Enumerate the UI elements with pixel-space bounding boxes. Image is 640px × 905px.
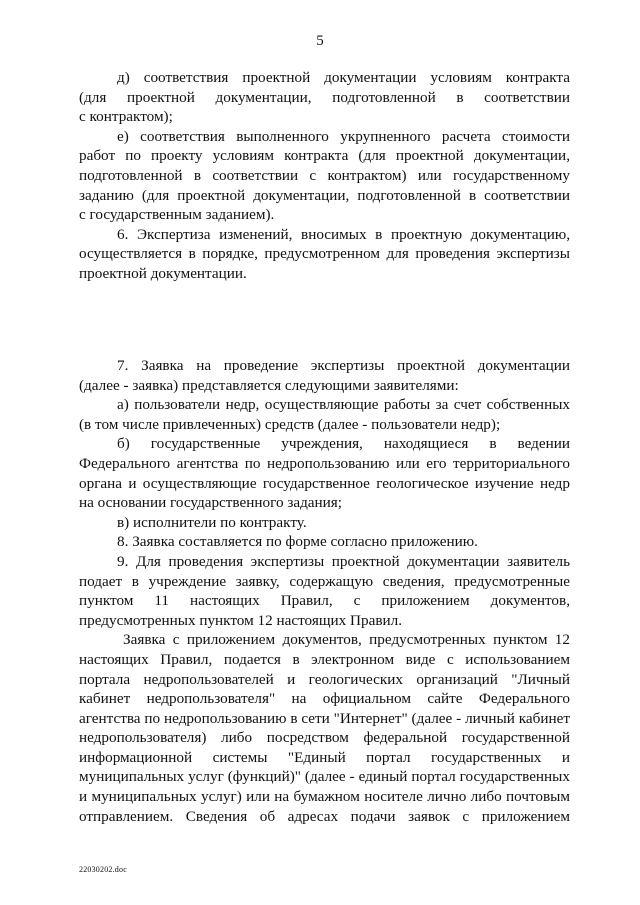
text-line: 9. Для проведения экспертизы проектной документации заявитель (117, 552, 570, 570)
text-line: проектной документации. (79, 264, 247, 282)
text-line: агентства по недропользованию в сети "Интернет" (далее - личный кабинет (79, 709, 570, 727)
text-line: на основании государственного задания; (79, 494, 343, 512)
page-number: 5 (316, 33, 324, 49)
text-line: Заявка с приложением документов, предусмотренных пунктом 12 (123, 631, 570, 649)
text-line: органа и осуществляющие государственное геологическое изучение недр (79, 474, 570, 492)
text-line: кабинет недропользователя" на официальном сайте Федерального (79, 690, 570, 708)
text-line: 7. Заявка на проведение экспертизы проектной документации (117, 357, 570, 374)
file-name-footer: 22030202.doc (79, 865, 127, 874)
text-line: подготовленной в соответствии с контрактом) или государственному (79, 166, 570, 184)
text-line: (для проектной документации, подготовленной в соответствии (79, 88, 570, 106)
text-line: муниципальных услуг (функций)" (далее - единый портал государственных (79, 768, 570, 786)
paragraph-block-1 (79, 68, 570, 284)
section-heading (79, 302, 570, 341)
heading-line (79, 302, 570, 322)
text-line: заданию (для проектной документации, подготовленной в соответствии (79, 186, 570, 204)
text-line: и муниципальных услуг) или на бумажном носителе лично либо почтовым (79, 788, 570, 806)
text-line: портала недропользователей и геологических организаций "Личный (79, 670, 570, 688)
text-line: работ по проекту условиям контракта (для проектной документации, (79, 147, 570, 165)
text-line: е) соответствия выполненного укрупненного расчета стоимости (117, 127, 570, 145)
heading-line (79, 322, 570, 342)
text-line: Федерального агентства по недропользованию или его территориального (79, 454, 570, 472)
text-line: 8. Заявка составляется по форме согласно приложению. (117, 533, 478, 551)
text-line: информационной системы "Единый портал государственных и (79, 748, 570, 766)
text-line: (далее - заявка) представляется следующими заявителями: (79, 376, 459, 394)
text-line: настоящих Правил, подается в электронном виде с использованием (79, 650, 570, 668)
text-line: в) исполнители по контракту. (117, 513, 307, 531)
paragraph-block-2 (79, 356, 570, 826)
text-line: а) пользователи недр, осуществляющие работы за счет собственных (117, 396, 570, 414)
text-line: пунктом 11 настоящих Правил, с приложением документов, (79, 592, 570, 610)
text-line: предусмотренных пунктом 12 настоящих Правил. (79, 611, 403, 629)
text-line: подает в учреждение заявку, содержащую сведения, предусмотренные (79, 572, 570, 590)
text-line: с контрактом); (79, 108, 173, 126)
text-line: осуществляется в порядке, предусмотренном для проведения экспертизы (79, 245, 570, 263)
text-line: (в том числе привлеченных) средств (далее - пользователи недр); (79, 415, 501, 433)
text-line: 6. Экспертиза изменений, вносимых в проектную документацию, (117, 225, 570, 243)
text-line: отправлением. Сведения об адресах подачи заявок с приложением (79, 807, 570, 825)
text-line: д) соответствия проектной документации условиям контракта (117, 69, 570, 86)
text-line: недропользователя) либо посредством федеральной государственной (79, 729, 570, 747)
text-line: б) государственные учреждения, находящиеся в ведении (117, 435, 570, 453)
text-line: с государственным заданием). (79, 206, 275, 224)
